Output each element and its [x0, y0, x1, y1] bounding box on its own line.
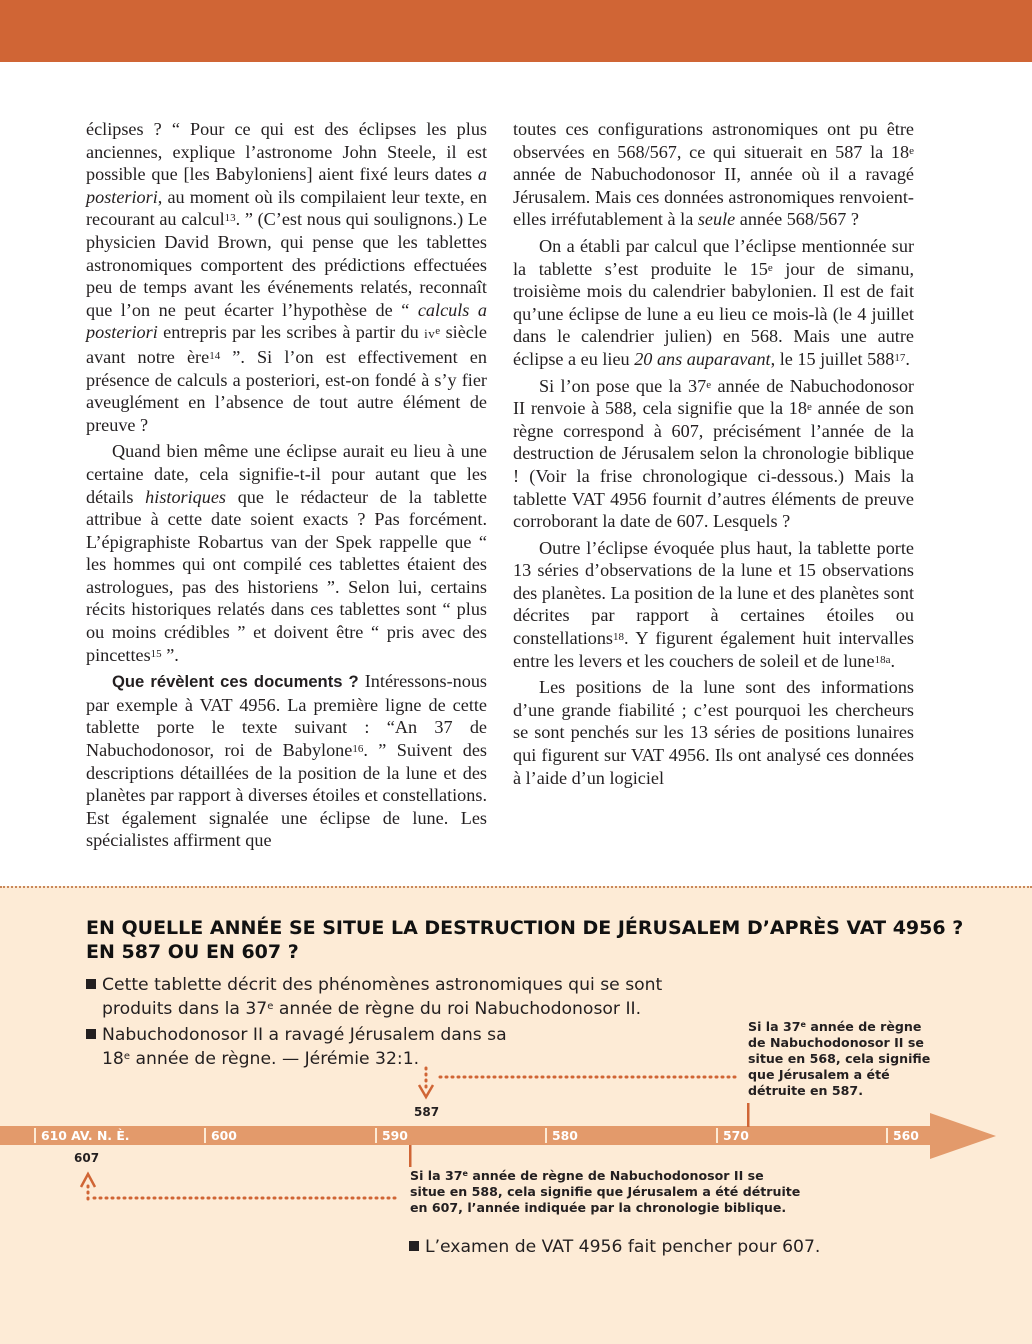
right-column: [513, 118, 914, 789]
bullet-item: Cette tablette décrit des phénomènes astronomiques qui se sont produits dans la 37e année de règne du roi Nabuchodonosor II.: [86, 974, 726, 1021]
paragraph: Que révèlent ces documents ? Intéressons-nous par exemple à VAT 4956. La première ligne de cette tablette porte le texte suivant : “An 37 de Nabuchodonosor, roi de Babylone$^{16}$. ” Suivent des descriptions détaillées de la position de la lune et des planètes par rapport à diverses étoiles et constellations. Est également signalée une éclipse de lune. Les spécialistes affirment que: [86, 671, 487, 851]
marker-568: [747, 1103, 750, 1127]
tick-label: 610 AV. N. È.: [41, 1128, 130, 1143]
note-568: Si la 37e année de règne de Nabuchodonosor II se situe en 568, cela signifie que Jérusalem a été détruite en 587.: [748, 1019, 931, 1098]
paragraph: Les positions de la lune sont des informations d’une grande fiabilité ; c’est pourquoi les chercheurs se sont penchés sur les 13 séries de positions lunaires qui figurent sur VAT 4956. Ils ont analysé ces données à l’aide d’un logiciel: [513, 677, 914, 788]
year-label-607: 607: [74, 1151, 100, 1165]
tick-560: [886, 1128, 888, 1143]
bullet-square-icon: [86, 1029, 96, 1039]
tick-590: [375, 1128, 377, 1143]
bullet-item-conclusion: L’examen de VAT 4956 fait pencher pour 607.: [409, 1236, 889, 1260]
paragraph: Outre l’éclipse évoquée plus haut, la tablette porte 13 séries d’observations de la lune et 15 observations des planètes. La position de la lune et des planètes sont décrites par rapport à certaines étoiles ou constellations$^{18}$. Y figurent également huit intervalles entre les levers et les couchers de soleil et de lune$^{18a}$.: [513, 537, 914, 671]
tick-label: 590: [382, 1128, 408, 1143]
paragraph: toutes ces configurations astronomiques ont pu être observées en 568/567, ce qui situerait en 587 la 18e année de Nabuchodonosor II, année où il a ravagé Jérusalem. Mais ces données astronomiques renvoient-elles irréfutablement à la seule année 568/567 ?: [513, 119, 914, 230]
tick-600: [204, 1128, 206, 1143]
subheading: Que révèlent ces documents ?: [112, 672, 359, 692]
bullet-item: Nabuchodonosor II a ravagé Jérusalem dans sa 18e année de règne. — Jérémie 32:1.: [86, 1024, 646, 1071]
bullet-square-icon: [86, 979, 96, 989]
paragraph: éclipses ? “ Pour ce qui est des éclipses les plus anciennes, explique l’astronome John Steele, il est possible que [les Babyloniens] aient fixé leurs dates a posteriori, au moment où ils compilaient leur texte, en recourant au calcul$^{13}$. ” (C’est nous qui soulignons.) Le physicien David Brown, qui pense que les tablettes astronomiques comportent des prédictions effectuées peu de temps avant les événements relatés, reconnaît que l’on ne peut écarter l’hypothèse de “ calculs a posteriori entrepris par les scribes à partir du $iv^e$ siècle avant notre ère$^{14}$ ”. Si l’on est effectivement en présence de calculs a posteriori, est-on fondé à s’y fier aveuglément en l’absence de tout autre élément de preuve ?: [86, 119, 488, 435]
tick-label: 570: [723, 1128, 749, 1143]
timeline-arrow-icon: [930, 1113, 996, 1159]
box-title: EN QUELLE ANNÉE SE SITUE LA DESTRUCTION DE JÉRUSALEM D’APRÈS VAT 4956 ? EN 587 OU EN 607 ?: [86, 917, 964, 963]
tick-610: [34, 1128, 36, 1143]
paragraph: Quand bien même une éclipse aurait eu lieu à une certaine date, cela signifie-t-il pour autant que les détails historiques que le rédacteur de la tablette attribue à cette date soient exacts ? Pas forcément. L’épigraphiste Robartus van der Spek rappelle que “ les hommes qui ont compilé ces tablettes étaient des astrologues, pas des historiens ”. Selon lui, certains récits historiques relatés dans ces tablettes sont “ plus ou moins crédibles ” et doivent être “ pris avec des pincettes$^{15}$ ”.: [86, 441, 487, 665]
year-label-587: 587: [414, 1105, 440, 1119]
tick-570: [716, 1128, 718, 1143]
timeline-bar: [0, 1126, 935, 1145]
tick-580: [545, 1128, 547, 1143]
tick-label: 580: [552, 1128, 578, 1143]
tick-label: 600: [211, 1128, 237, 1143]
paragraph: On a établi par calcul que l’éclipse mentionnée sur la tablette s’est produite le 15e jour de simanu, troisième mois du calendrier babylonien. Il est de fait qu’une éclipse de lune a eu lieu ce mois-là (le 4 juillet dans le calendrier julien) en 568. Mais une autre éclipse a eu lieu 20 ans auparavant, le 15 juillet $588^{17}$.: [513, 235, 914, 369]
tick-label: 560: [893, 1128, 919, 1143]
paragraph: Si l’on pose que la 37e année de Nabuchodonosor II renvoie à 588, cela signifie que la 18e année de son règne correspond à 607, précisément l’année de la destruction de Jérusalem selon la chronologie biblique ! (Voir la frise chronologique ci-dessous.) Mais la tablette VAT 4956 fournit d’autres éléments de preuve corroborant la date de 607. Lesquels ?: [513, 375, 914, 532]
header-bar: [0, 0, 1032, 62]
marker-588: [409, 1145, 412, 1167]
left-column: [86, 118, 487, 852]
bullet-square-icon: [409, 1241, 419, 1251]
note-588: Si la 37e année de règne de Nabuchodonosor II se situe en 588, cela signifie que Jérusalem a été détruite en 607, l’année indiquée par la chronologie biblique.: [410, 1168, 801, 1215]
